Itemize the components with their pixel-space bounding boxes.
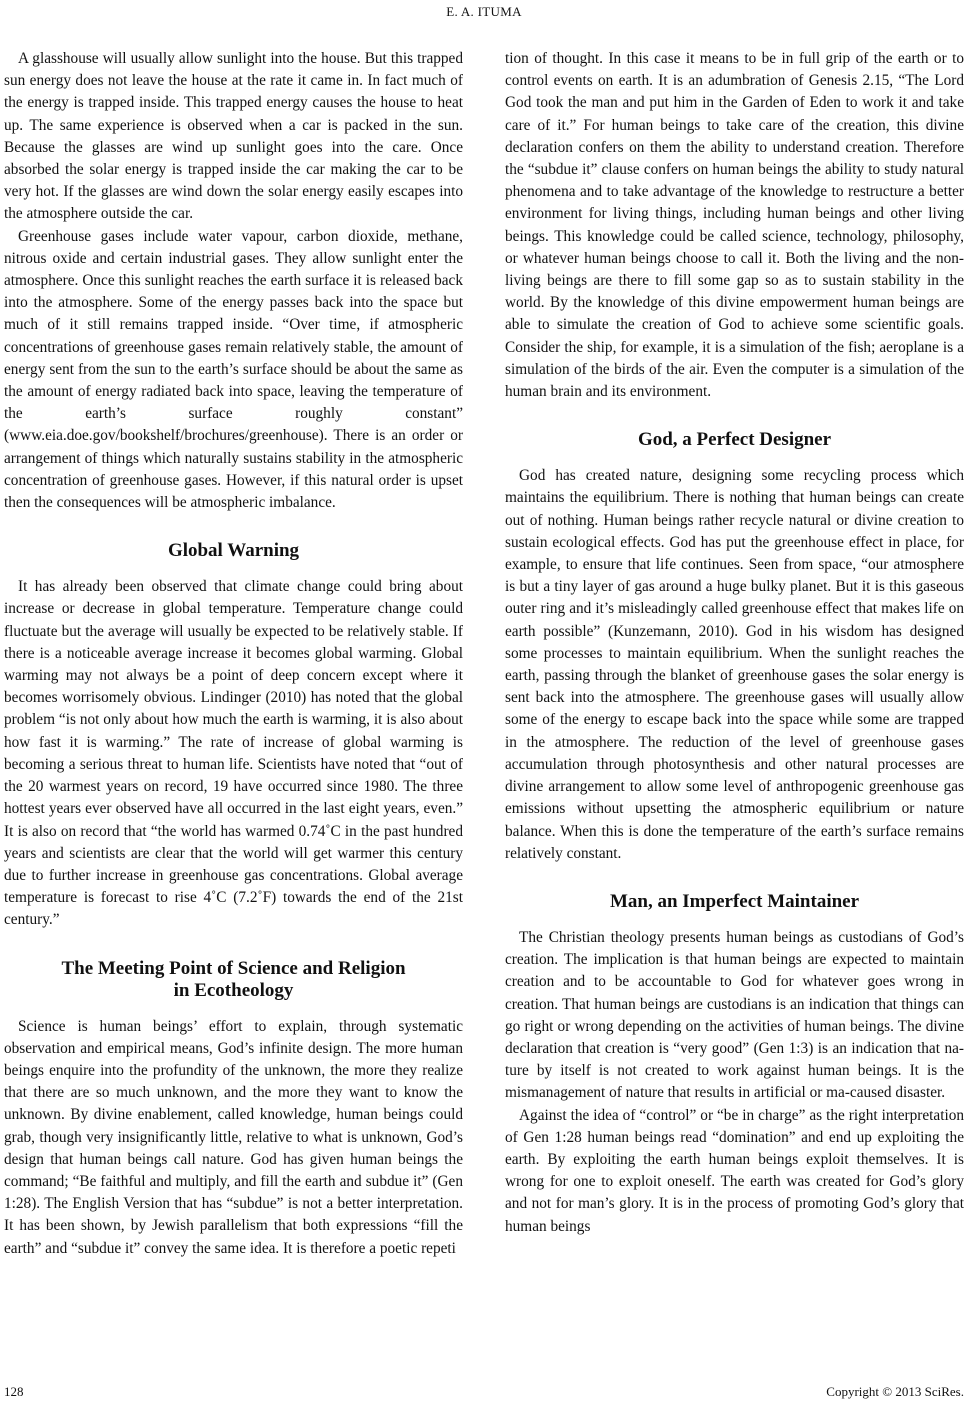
heading-perfect-designer: God, a Perfect Designer bbox=[637, 429, 832, 451]
running-head: E. A. ITUMA bbox=[446, 4, 522, 19]
paragraph-science-religion: Science is human beings’ effort to explain, through systematic observation and empirical means, God’s infinite design. The more human beings enquire into the profundity of the unknown, the more they realize that there are so much unknown, and the more they want to know the unknown. By divine enablement, called knowledge, human beings could grab, though very insignificantly little, relative to what is unknown, God’s design that human beings call nature. God has given human beings the command; “Be faithful and multiply, and fill the earth and subdue it” (Gen 1:28). The English Version that has “subdue” is not a better interpretation. It has been shown, by Jewish parallelism that both expressions “fill the earth” and “subdue it” convey the same idea. It is therefore a poetic repeti bbox=[4, 1017, 463, 1257]
copyright-notice: Copyright © 2013 SciRes. bbox=[826, 1384, 964, 1399]
heading-meeting-point bbox=[4, 958, 463, 1002]
paragraph-custodians: The Christian theology presents human beings as custodians of God’s creation. The implication is that human beings are expected to maintain creation and to be accountable to God for whatever goes wrong in creation. That human beings are custodians is an indication that things can go right or wrong depending on the activities of human beings. The divine declaration that creation is “very good” (Gen 1:3) is an indication that nature by itself is not created to work against human beings. It is the mismanagement of nature that results in artificial or ma-caused disaster. bbox=[505, 928, 964, 1102]
paragraph-global-warming: It has already been observed that climate change could bring about increase or decrease in global temperature. Temperature change could fluctuate but the average will usually be expected to be relatively stable. If there is a noticeable average increase it becomes global warming. Global warming may not always be a point of deep concern except where it becomes worrisomely obvious. Lindinger (2010) has noted that the global problem “is not only about how much the earth is warming, it is also about how fast it is warming.” The rate of increase of global warming is becoming a serious threat to human life. Scientists have noted that “out of the 20 warmest years on record, 19 have occurred since 1980. The three hottest years ever observed have all occurred in the last eight years, even.” It is also on record that “the world has warmed 0.74˚C in the past hundred years and scientists are clear that the world will get warmer this century due to further increase in greenhouse gas concentrations. Global average temperature is forecast to rise 4˚C (7.2˚F) towards the end of the 21st century.” bbox=[4, 578, 463, 929]
left-column bbox=[4, 48, 463, 1260]
heading-global-warning: Global Warning bbox=[167, 540, 300, 562]
page-number: 128 bbox=[4, 1384, 24, 1399]
heading-meeting-point-line2: in Ecotheology bbox=[173, 979, 294, 1001]
heading-meeting-point-line1: The Meeting Point of Science and Religion bbox=[61, 957, 406, 979]
paragraph-god-created-nature: God has created nature, designing some recycling process which maintains the equilibrium. There is nothing that human beings can create out of nothing. Human beings rather recycle natural or divine creation to sustain ecological effects. God has put the greenhouse effect in place, for example, to ensure that life continues. Seen from space, “our atmosphere is but a tiny layer of gas around a huge bulky planet. But it is this gaseous outer ring and it’s misleadingly called greenhouse effect that makes life on earth possible” (Kunzemann, 2010). God in his wisdom has designed some processes to maintain equilibrium. When the sunlight reaches the earth, passing through the blanket of greenhouse gases the solar energy is sent back into the atmosphere. The greenhouse gases will usually allow some of the energy to escape back into the space while some are trapped in the atmosphere. The reduction of the level of greenhouse gases accumulation through photosynthesis and other natural processes are divine arrangement to allow some level of anthropogenic greenhouse gas emissions without upsetting the atmospheric equilibrium or nature balance. When this is done the temperature of the earth’s surface remains relatively constant. bbox=[505, 467, 964, 862]
right-column bbox=[505, 48, 964, 1238]
paragraph-domination: Against the idea of “control” or “be in charge” as the right interpretation of Gen 1:28 human beings read “domination” and end up exploiting the earth. By exploiting the earth human beings exploit themselves. It is wrong for one to exploit oneself. The earth was created for God’s glory and not for man’s glory. It is in the process of promoting God’s glory that human beings bbox=[505, 1106, 964, 1235]
paragraph-glasshouse: A glasshouse will usually allow sunlight into the house. But this trapped sun energy does not leave the house at the rate it came in. In fact much of the energy is trapped inside. This trapped energy causes the house to heat up. The same experience is observed when a car is packed in the sun. Because the glasses are wind up sunlight goes into the care. Once absorbed the solar energy is trapped inside the car making the car to be very hot. If the glasses are wind down the solar energy easily escapes into the atmosphere outside the car. bbox=[4, 50, 463, 223]
paragraph-greenhouse-gases: Greenhouse gases include water vapour, carbon dioxide, methane, nitrous oxide and certain industrial gases. They allow sunlight enter the atmosphere. Once this sunlight reaches the earth surface it is released back into the atmosphere. Some of the energy passes back into the space but much of it still remains trapped inside. “Over time, if atmospheric concentrations of greenhouse gases remain relatively stable, the amount of energy sent from the sun to the earth’s surface should be about the same as the amount of energy radiated back into space, leaving the temperature of the earth’s surface roughly constant” (www.eia.doe.gov/bookshelf/brochures/greenhouse). There is an order or arrangement of things which naturally sustains stability in the atmospheric concentration of greenhouse gases. However, if this natural order is upset then the consequences will be atmospheric imbalance. bbox=[4, 227, 463, 512]
heading-imperfect-maintainer: Man, an Imperfect Maintainer bbox=[609, 890, 860, 912]
paragraph-repetition-of-thought: tion of thought. In this case it means to be in full grip of the earth or to control events on earth. It is an adumbration of Genesis 2.15, “The Lord God took the man and put him in the Garden of Eden to work it and take care of it.” For human beings to take care of the creation, this divine declaration confers on them the ability to understand creation. Therefore the “subdue it” clause confers on human beings the ability to study natural phenomena and to take advantage of the knowledge to restructure a better environment for living things, including human beings and other living beings. This knowledge could be called science, technology, philosophy, or whatever human beings choose to call it. Both the living and the non-living beings are there to fill some gap so as to sustain stability in the world. By the knowledge of this divine empowerment human beings are able to simulate the creation of God to achieve some scientific goals. Consider the ship, for example, it is a simulation of the fish; aeroplane is a simulation of the birds of the air. Even the computer is a simulation of the human brain and its environment. bbox=[505, 50, 964, 401]
